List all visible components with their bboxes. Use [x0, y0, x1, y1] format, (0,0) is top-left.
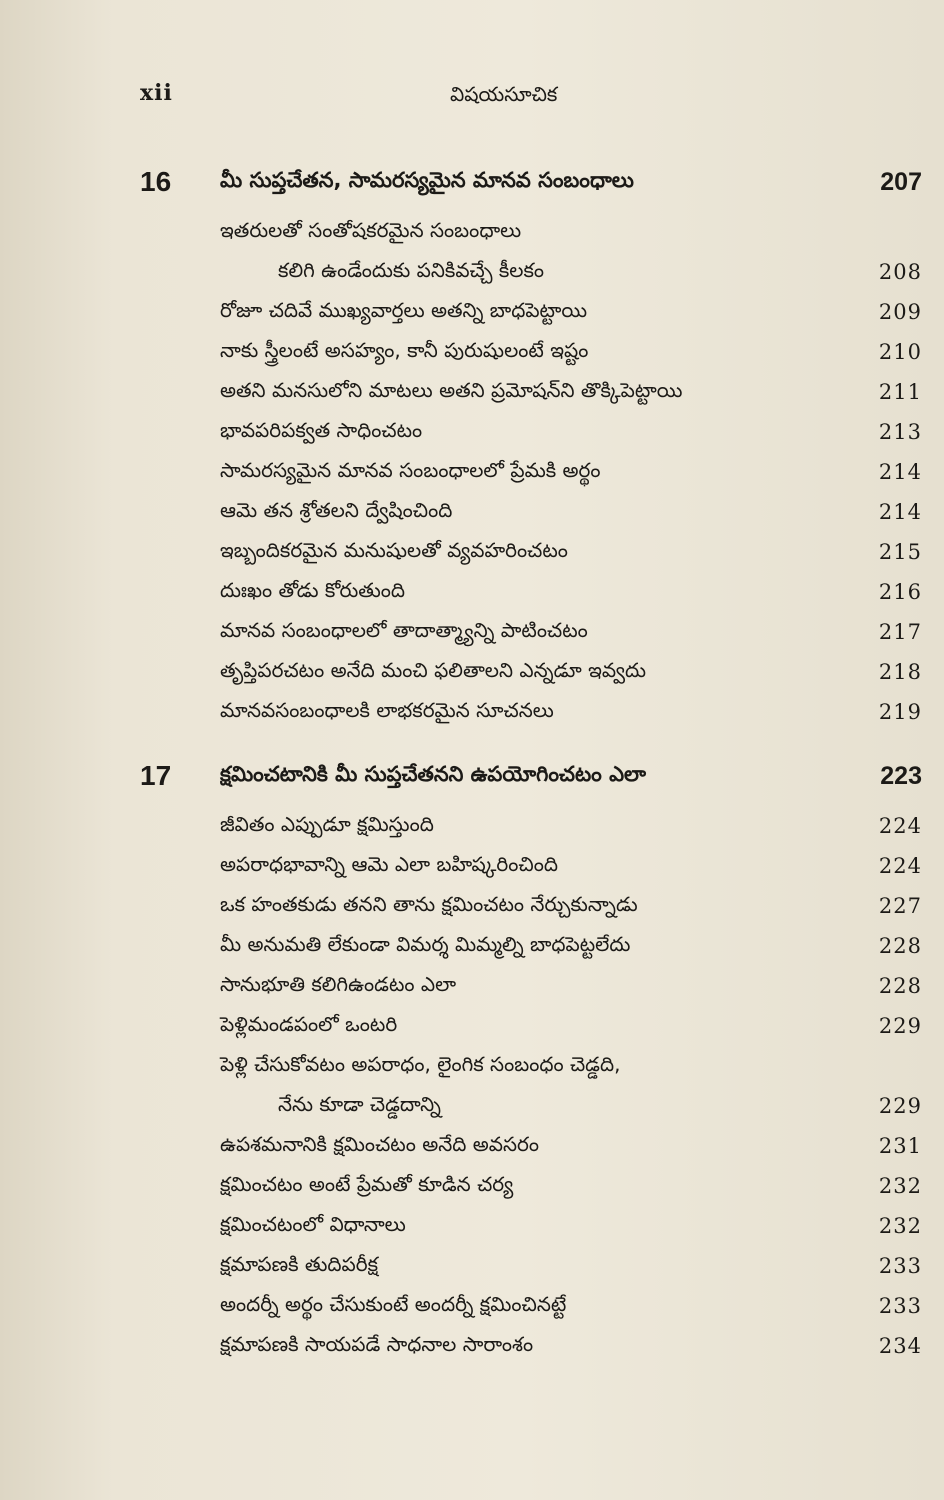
entry-page: 229	[878, 1014, 922, 1038]
entry-page: 231	[878, 1134, 922, 1158]
entry-page: 228	[878, 974, 922, 998]
entry-page: 224	[878, 814, 922, 838]
toc-entry	[140, 1002, 930, 1042]
toc-entry	[140, 1282, 930, 1322]
entry-title: మానవసంబంధాలకి లాభకరమైన సూచనలు	[220, 698, 554, 722]
entry-title: మానవ సంబంధాలలో తాదాత్మ్యాన్ని పాటించటం	[220, 618, 588, 642]
toc-entry	[140, 608, 930, 648]
entry-title: జీవితం ఎప్పుడూ క్షమిస్తుంది	[220, 812, 434, 836]
toc-entry	[140, 208, 930, 288]
entry-page: 213	[878, 420, 922, 444]
entry-title: ఒక హంతకుడు తనని తాను క్షమించటం నేర్చుకున్నాడు	[220, 892, 638, 916]
entry-page: 229	[878, 1094, 922, 1118]
toc-entry	[140, 288, 930, 328]
entry-page: 219	[878, 700, 922, 724]
entry-title: అందర్నీ అర్థం చేసుకుంటే అందర్నీ క్షమించినట్టే	[220, 1292, 567, 1316]
entry-page: 228	[878, 934, 922, 958]
entry-title: ఇతరులతో సంతోషకరమైన సంబంధాలు	[220, 218, 522, 242]
entry-title: సానుభూతి కలిగిఉండటం ఎలా	[220, 972, 457, 996]
entry-page: 216	[878, 580, 922, 604]
entry-page: 232	[878, 1174, 922, 1198]
entry-page: 211	[878, 380, 922, 404]
entry-title: క్షమించటంలో విధానాలు	[220, 1212, 406, 1236]
entry-title: ఇబ్బందికరమైన మనుషులతో వ్యవహరించటం	[220, 538, 568, 562]
toc-entry	[140, 1122, 930, 1162]
toc-entry	[140, 688, 930, 728]
toc-entry	[140, 488, 930, 528]
entry-title: అతని మనసులోని మాటలు అతని ప్రమోషన్‌ని తొక్కిపెట్టాయి	[220, 378, 683, 402]
running-title: విషయసూచిక	[450, 82, 558, 106]
entry-title: దుఃఖం తోడు కోరుతుంది	[220, 578, 406, 602]
entry-page: 214	[878, 500, 922, 524]
entry-title: నాకు స్త్రీలంటే అసహ్యం, కానీ పురుషులంటే ఇష్టం	[220, 338, 589, 362]
entry-page: 214	[878, 460, 922, 484]
entry-title: ఉపశమనానికి క్షమించటం అనేది అవసరం	[220, 1132, 539, 1156]
chapter-title: క్షమించటానికి మీ సుప్తచేతనని ఉపయోగించటం ఎలా	[220, 762, 647, 786]
entry-title-continued: కలిగి ఉండేందుకు పనికివచ్చే కీలకం	[278, 258, 545, 282]
toc-entry	[140, 1242, 930, 1282]
entry-page: 208	[878, 260, 922, 284]
toc-entry	[140, 882, 930, 922]
entry-title: పెళ్లి చేసుకోవటం అపరాధం, లైంగిక సంబంధం చెడ్డది,	[220, 1052, 621, 1076]
chapter-page: 223	[880, 762, 922, 790]
toc-entry	[140, 328, 930, 368]
entry-title: మీ అనుమతి లేకుండా విమర్శ మిమ్మల్ని బాధపెట్టలేదు	[220, 932, 631, 956]
entry-title: భావపరిపక్వత సాధించటం	[220, 418, 423, 442]
entry-page: 218	[878, 660, 922, 684]
toc-entry	[140, 842, 930, 882]
chapter-17	[140, 760, 930, 1362]
entry-page: 224	[878, 854, 922, 878]
toc-entry	[140, 962, 930, 1002]
entry-title: అపరాధభావాన్ని ఆమె ఎలా బహిష్కరించింది	[220, 852, 558, 876]
entry-title: పెళ్లిమండపంలో ఒంటరి	[220, 1012, 398, 1036]
entry-page: 234	[878, 1334, 922, 1358]
entry-page: 233	[878, 1254, 922, 1278]
page-number: xii	[140, 80, 173, 106]
chapter-number: 17	[140, 760, 172, 791]
entry-title: తృప్తిపరచటం అనేది మంచి ఫలితాలని ఎన్నడూ ఇవ్వదు	[220, 658, 647, 682]
toc-entry	[140, 528, 930, 568]
toc-entry	[140, 448, 930, 488]
chapter-number: 16	[140, 166, 172, 197]
running-header	[140, 80, 780, 110]
entry-title: ఆమె తన శ్రోతలని ద్వేషించింది	[220, 498, 453, 522]
chapter-page: 207	[880, 168, 922, 196]
toc-entry	[140, 408, 930, 448]
entry-page: 209	[878, 300, 922, 324]
toc-entry	[140, 1162, 930, 1202]
entry-page: 210	[878, 340, 922, 364]
toc-entry	[140, 568, 930, 608]
entry-page: 232	[878, 1214, 922, 1238]
toc-entry	[140, 1322, 930, 1362]
entry-title: రోజూ చదివే ముఖ్యవార్తలు అతన్ని బాధపెట్టాయి	[220, 298, 588, 322]
chapter-heading	[140, 166, 930, 208]
toc-entry	[140, 922, 930, 962]
chapter-heading	[140, 760, 930, 802]
entry-title: క్షమాపణకి సాయపడే సాధనాల సారాంశం	[220, 1332, 534, 1356]
entry-title: క్షమాపణకి తుదిపరీక్ష	[220, 1252, 379, 1276]
toc-entry	[140, 368, 930, 408]
chapter-title: మీ సుప్తచేతన, సామరస్యమైన మానవ సంబంధాలు	[220, 168, 634, 192]
entry-page: 215	[878, 540, 922, 564]
toc-entry	[140, 1202, 930, 1242]
toc-entry	[140, 1042, 930, 1122]
toc-entry	[140, 648, 930, 688]
entry-page: 227	[878, 894, 922, 918]
toc-entry	[140, 802, 930, 842]
entry-title: సామరస్యమైన మానవ సంబంధాలలో ప్రేమకి అర్థం	[220, 458, 601, 482]
entry-page: 233	[878, 1294, 922, 1318]
chapter-16	[140, 166, 930, 728]
entry-title-continued: నేను కూడా చెడ్డదాన్ని	[278, 1092, 441, 1116]
entry-page: 217	[878, 620, 922, 644]
entry-title: క్షమించటం అంటే ప్రేమతో కూడిన చర్య	[220, 1172, 514, 1196]
